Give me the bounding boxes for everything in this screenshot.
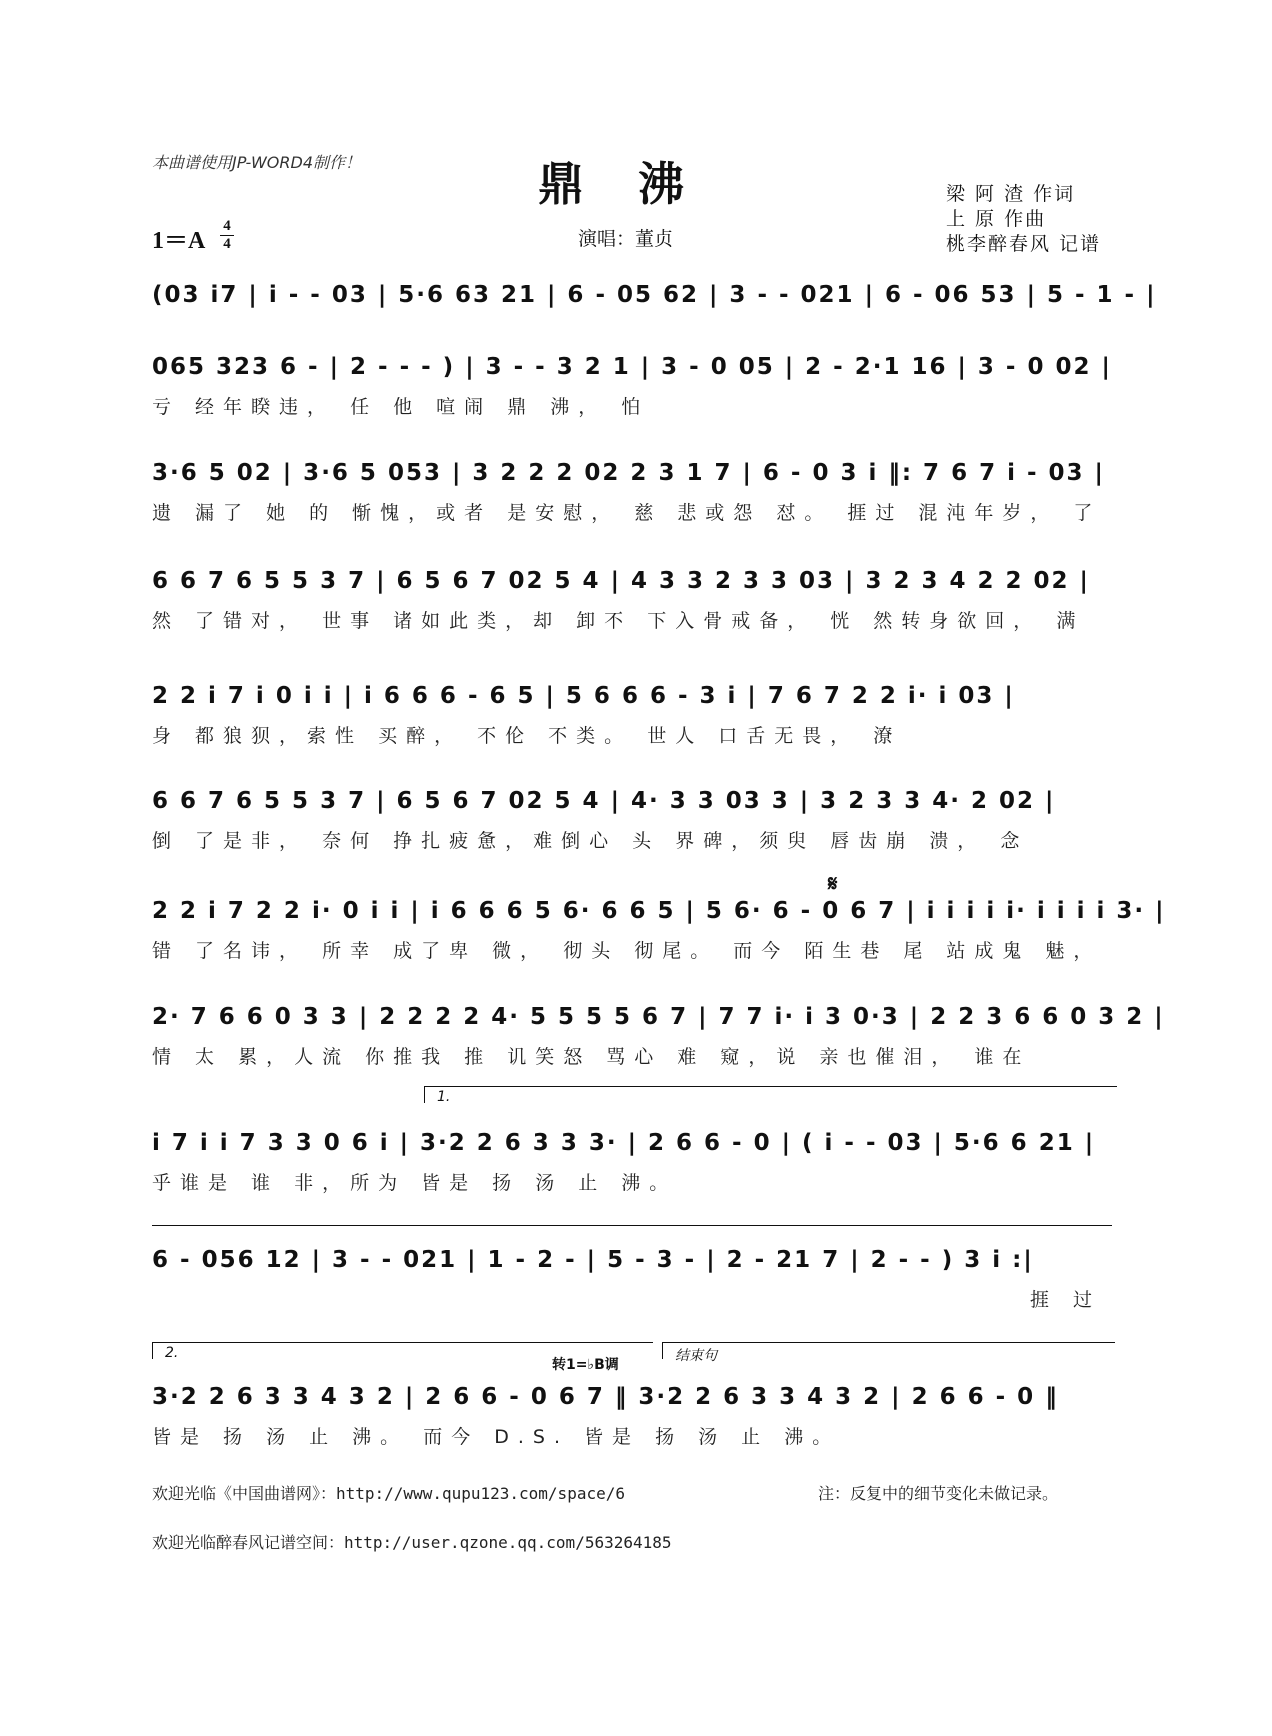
- singer: 演唱：董贞: [578, 228, 674, 250]
- footer-note: 注：反复中的细节变化未做记录。: [818, 1484, 1059, 1503]
- composer: 上 原 作曲: [946, 208, 1047, 230]
- notes-row: 2 2 i 7 2 2 i· 0 i i | i 6 6 6 5 6· 6 6 5 | 5 6· 6 - 0 6 7 | i i i i i· i i i i 3· |: [152, 898, 1166, 924]
- notes-row: 3·2 2 6 3 3 4 3 2 | 2 6 6 - 0 6 7 ‖ 3·2 2 6 3 3 4 3 2 | 2 6 6 - 0 ‖: [152, 1384, 1059, 1410]
- volta-1-label: 1.: [437, 1089, 451, 1105]
- time-signature: [220, 218, 234, 253]
- notes-row: 6 6 7 6 5 5 3 7 | 6 5 6 7 02 5 4 | 4 3 3 2 3 3 03 | 3 2 3 4 2 2 02 |: [152, 568, 1090, 594]
- ending-label: 结束句: [675, 1348, 717, 1364]
- lyrics-row: 捱 过: [1030, 1289, 1102, 1311]
- volta-2-label: 2.: [165, 1345, 179, 1361]
- transcriber: 桃李醉春风 记谱: [946, 233, 1102, 255]
- ending-bracket: [662, 1342, 1115, 1364]
- notes-row: 065 323 6 - | 2 - - - ) | 3 - - 3 2 1 | 3 - 0 05 | 2 - 2·1 16 | 3 - 0 02 |: [152, 354, 1112, 380]
- notes-row: 2· 7 6 6 0 3 3 | 2 2 2 2 4· 5 5 5 5 6 7 | 7 7 i· i 3 0·3 | 2 2 3 6 6 0 3 2 |: [152, 1004, 1165, 1030]
- lyrics-row: 皆是 扬 汤 止 沸。 而今 D.S. 皆是 扬 汤 止 沸。: [152, 1426, 841, 1448]
- lyrics-row: 乎谁是 谁 非，所为 皆是 扬 汤 止 沸。: [152, 1172, 678, 1194]
- notes-row: (03 i7 | i - - 03 | 5·6 63 21 | 6 - 05 62 | 3 - - 021 | 6 - 06 53 | 5 - 1 - |: [152, 282, 1157, 308]
- volta-extension-line: [152, 1225, 1112, 1226]
- notes-row: 6 - 056 12 | 3 - - 021 | 1 - 2 - | 5 - 3 - | 2 - 21 7 | 2 - - ) 3 i :|: [152, 1247, 1034, 1273]
- volta-1-bracket: [424, 1086, 1117, 1103]
- authors-block: [946, 182, 1101, 257]
- lyrics-row: 身 都狼狈，索性 买醉， 不伦 不类。 世人 口舌无畏， 潦: [152, 725, 902, 747]
- modulation-mark: 转1=♭B调: [552, 1357, 619, 1373]
- notes-row: i 7 i i 7 3 3 0 6 i | 3·2 2 6 3 3 3· | 2 6 6 - 0 | ( i - - 03 | 5·6 6 21 |: [152, 1130, 1096, 1156]
- notes-row: 3·6 5 02 | 3·6 5 053 | 3 2 2 2 02 2 3 1 7 | 6 - 0 3 i ‖: 7 6 7 i - 03 |: [152, 460, 1105, 486]
- time-bottom: 4: [223, 236, 231, 252]
- key-signature: 1＝A: [152, 228, 206, 254]
- lyrics-row: 倒 了是非， 奈何 挣扎疲惫，难倒心 头 界碑，须臾 唇齿崩 溃， 念: [152, 830, 1029, 852]
- lyricist: 梁 阿 渣 作词: [946, 183, 1076, 205]
- software-credit: 本曲谱使用JP-WORD4制作！: [152, 153, 362, 172]
- lyrics-row: 错 了名讳， 所幸 成了卑 微， 彻头 彻尾。 而今 陌生巷 尾 站成鬼 魅，: [152, 940, 1102, 962]
- song-title: 鼎沸: [538, 157, 738, 211]
- lyrics-row: 情 太 累，人流 你推我 推 讥笑怒 骂心 难 窥，说 亲也催泪， 谁在: [152, 1046, 1031, 1068]
- segno-sign: 𝄋: [828, 872, 838, 897]
- notes-row: 2 2 i 7 i 0 i i | i 6 6 6 - 6 5 | 5 6 6 6 - 3 i | 7 6 7 2 2 i· i 03 |: [152, 683, 1015, 709]
- lyrics-row: 然 了错对， 世事 诸如此类，却 卸不 下入骨戒备， 恍 然转身欲回， 满: [152, 610, 1085, 632]
- notes-row: 6 6 7 6 5 5 3 7 | 6 5 6 7 02 5 4 | 4· 3 3 03 3 | 3 2 3 3 4· 2 02 |: [152, 788, 1056, 814]
- lyrics-row: 遗 漏了 她 的 惭愧，或者 是安慰， 慈 悲或怨 怼。 捱过 混沌年岁， 了: [152, 502, 1102, 524]
- time-top: 4: [223, 218, 231, 234]
- lyrics-row: 亏 经年睽违， 任 他 喧闹 鼎 沸， 怕: [152, 396, 650, 418]
- footer-space-line: 欢迎光临醉春风记谱空间：http://user.qzone.qq.com/563264185: [152, 1533, 672, 1552]
- footer-site-line: 欢迎光临《中国曲谱网》：http://www.qupu123.com/space/6: [152, 1484, 625, 1503]
